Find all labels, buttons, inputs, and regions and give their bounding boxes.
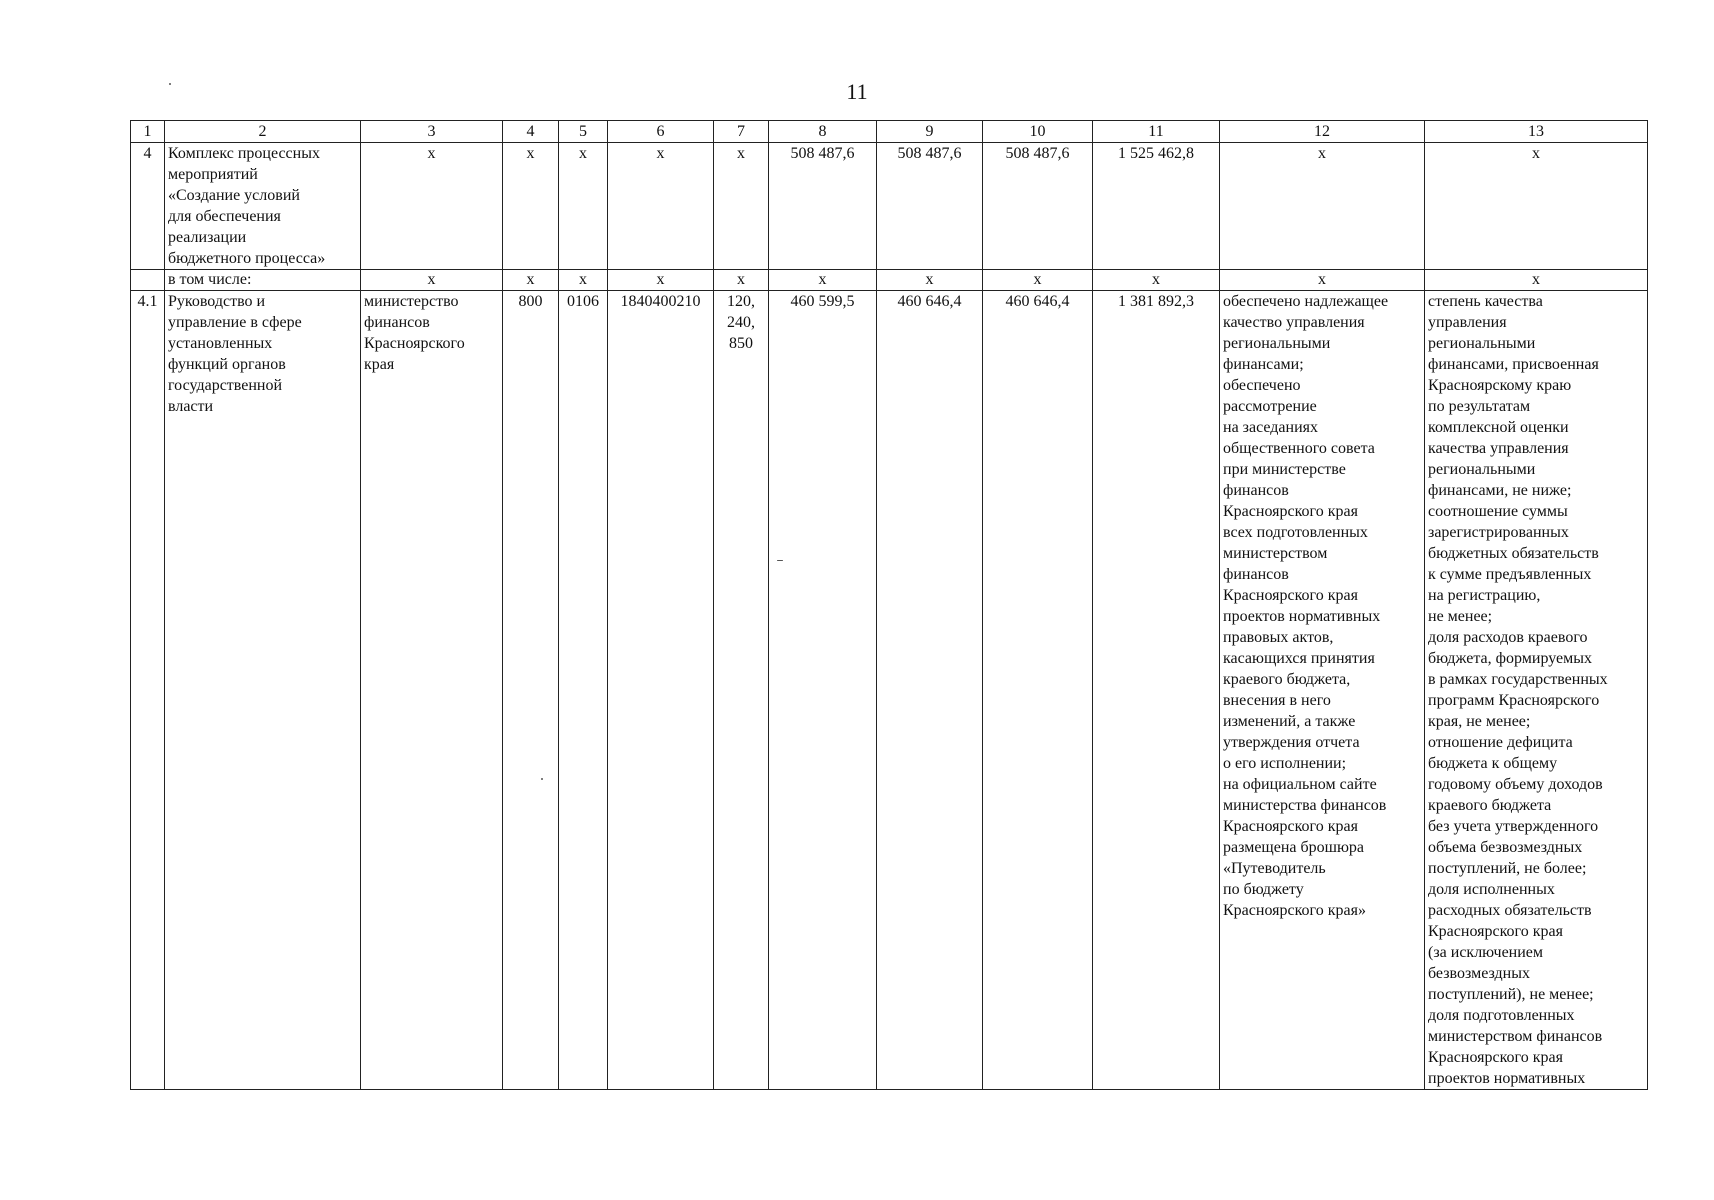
target-article-cell: х bbox=[608, 270, 714, 291]
expected-result-cell: х bbox=[1220, 143, 1425, 270]
section-code-cell: х bbox=[559, 270, 608, 291]
target-article-cell: х bbox=[608, 143, 714, 270]
amount-year2-cell: х bbox=[877, 270, 983, 291]
table-row-measure-4-1 bbox=[131, 291, 1648, 1090]
expected-result-cell bbox=[1220, 291, 1425, 1090]
measure-name-cell bbox=[165, 143, 361, 270]
amount-year2-cell: 460 646,4 bbox=[877, 291, 983, 1090]
indicator-cell: х bbox=[1425, 270, 1648, 291]
column-header: 2 bbox=[165, 121, 361, 143]
column-header: 6 bbox=[608, 121, 714, 143]
table-row-complex-4 bbox=[131, 143, 1648, 270]
amount-year1-cell: 508 487,6 bbox=[769, 143, 877, 270]
expense-type-cell: х bbox=[714, 143, 769, 270]
expected-result-text: обеспечено надлежащее качество управления региональными финансами; обеспечено рассмотрение на заседаниях общественного совета при министерстве финансов Красноярского края всех подготовленных министерством финансов Красноярского края проектов нормативных правовых актов, касающихся принятия краевого бюджета, внесения в него изменений, а также утверждения отчета о его исполнении; на официальном сайте министерства финансов Красноярского края размещена брошюра «Путеводитель по бюджету Красноярского края» bbox=[1223, 293, 1389, 919]
amount-total-cell: 1 381 892,3 bbox=[1093, 291, 1220, 1090]
indicator-cell: х bbox=[1425, 143, 1648, 270]
indicator-text: степень качества управления региональными финансами, присвоенная Красноярскому краю по результатам комплексной оценки качества управления региональными финансами, не ниже; соотношение суммы зарегистрированных бюджетных обязательств к сумме предъявленных на регистрацию, не менее; доля расходов краевого бюджета, формируемых в рамках государственных программ Красноярского края, не менее; отношение дефицита бюджета к общему годовому объему доходов краевого бюджета без учета утвержденного объема безвозмездных поступлений, не более; доля исполненных расходных обязательств Красноярского края (за исключением безвозмездных поступлений), не менее; доля подготовленных министерством финансов Красноярского края проектов нормативных bbox=[1428, 293, 1608, 1087]
amount-year2-cell: 508 487,6 bbox=[877, 143, 983, 270]
row-number-cell bbox=[131, 270, 165, 291]
grbs-code-cell: х bbox=[503, 143, 559, 270]
expense-type-cell bbox=[714, 291, 769, 1090]
amount-total-cell: х bbox=[1093, 270, 1220, 291]
column-header: 7 bbox=[714, 121, 769, 143]
column-header: 3 bbox=[361, 121, 503, 143]
responsible-cell: х bbox=[361, 143, 503, 270]
row-number-cell: 4 bbox=[131, 143, 165, 270]
page-number: 11 bbox=[846, 79, 868, 104]
column-header: 13 bbox=[1425, 121, 1648, 143]
section-code-cell: х bbox=[559, 143, 608, 270]
responsible-cell bbox=[361, 291, 503, 1090]
column-header: 1 bbox=[131, 121, 165, 143]
target-article-cell: 1840400210 bbox=[608, 291, 714, 1090]
amount-year1-cell: х bbox=[769, 270, 877, 291]
row-number-cell: 4.1 bbox=[131, 291, 165, 1090]
column-number-row bbox=[131, 121, 1648, 143]
amount-total-cell: 1 525 462,8 bbox=[1093, 143, 1220, 270]
expected-result-cell: х bbox=[1220, 270, 1425, 291]
amount-year3-cell: 508 487,6 bbox=[983, 143, 1093, 270]
scan-speck bbox=[169, 83, 171, 85]
measure-name-text: Комплекс процессных мероприятий «Создание условий для обеспечения реализации бюджетного процесса» bbox=[168, 145, 326, 267]
measure-name-cell bbox=[165, 291, 361, 1090]
amount-year1-cell: 460 599,5 bbox=[769, 291, 877, 1090]
amount-year3-cell: 460 646,4 bbox=[983, 291, 1093, 1090]
budget-table bbox=[130, 120, 1648, 1090]
expense-type-cell: х bbox=[714, 270, 769, 291]
section-code-cell: 0106 bbox=[559, 291, 608, 1090]
including-label-cell: в том числе: bbox=[165, 270, 361, 291]
indicator-cell bbox=[1425, 291, 1648, 1090]
column-header: 9 bbox=[877, 121, 983, 143]
column-header: 10 bbox=[983, 121, 1093, 143]
column-header: 11 bbox=[1093, 121, 1220, 143]
column-header: 8 bbox=[769, 121, 877, 143]
column-header: 4 bbox=[503, 121, 559, 143]
measure-name-text: Руководство и управление в сфере установленных функций органов государственной власти bbox=[168, 293, 302, 415]
grbs-code-cell: 800 bbox=[503, 291, 559, 1090]
grbs-code-cell: х bbox=[503, 270, 559, 291]
column-header: 12 bbox=[1220, 121, 1425, 143]
expense-type-text: 120, 240, 850 bbox=[727, 293, 755, 352]
responsible-text: министерство финансов Красноярского края bbox=[364, 293, 465, 373]
column-header: 5 bbox=[559, 121, 608, 143]
amount-year3-cell: х bbox=[983, 270, 1093, 291]
table-row-including bbox=[131, 270, 1648, 291]
responsible-cell: х bbox=[361, 270, 503, 291]
